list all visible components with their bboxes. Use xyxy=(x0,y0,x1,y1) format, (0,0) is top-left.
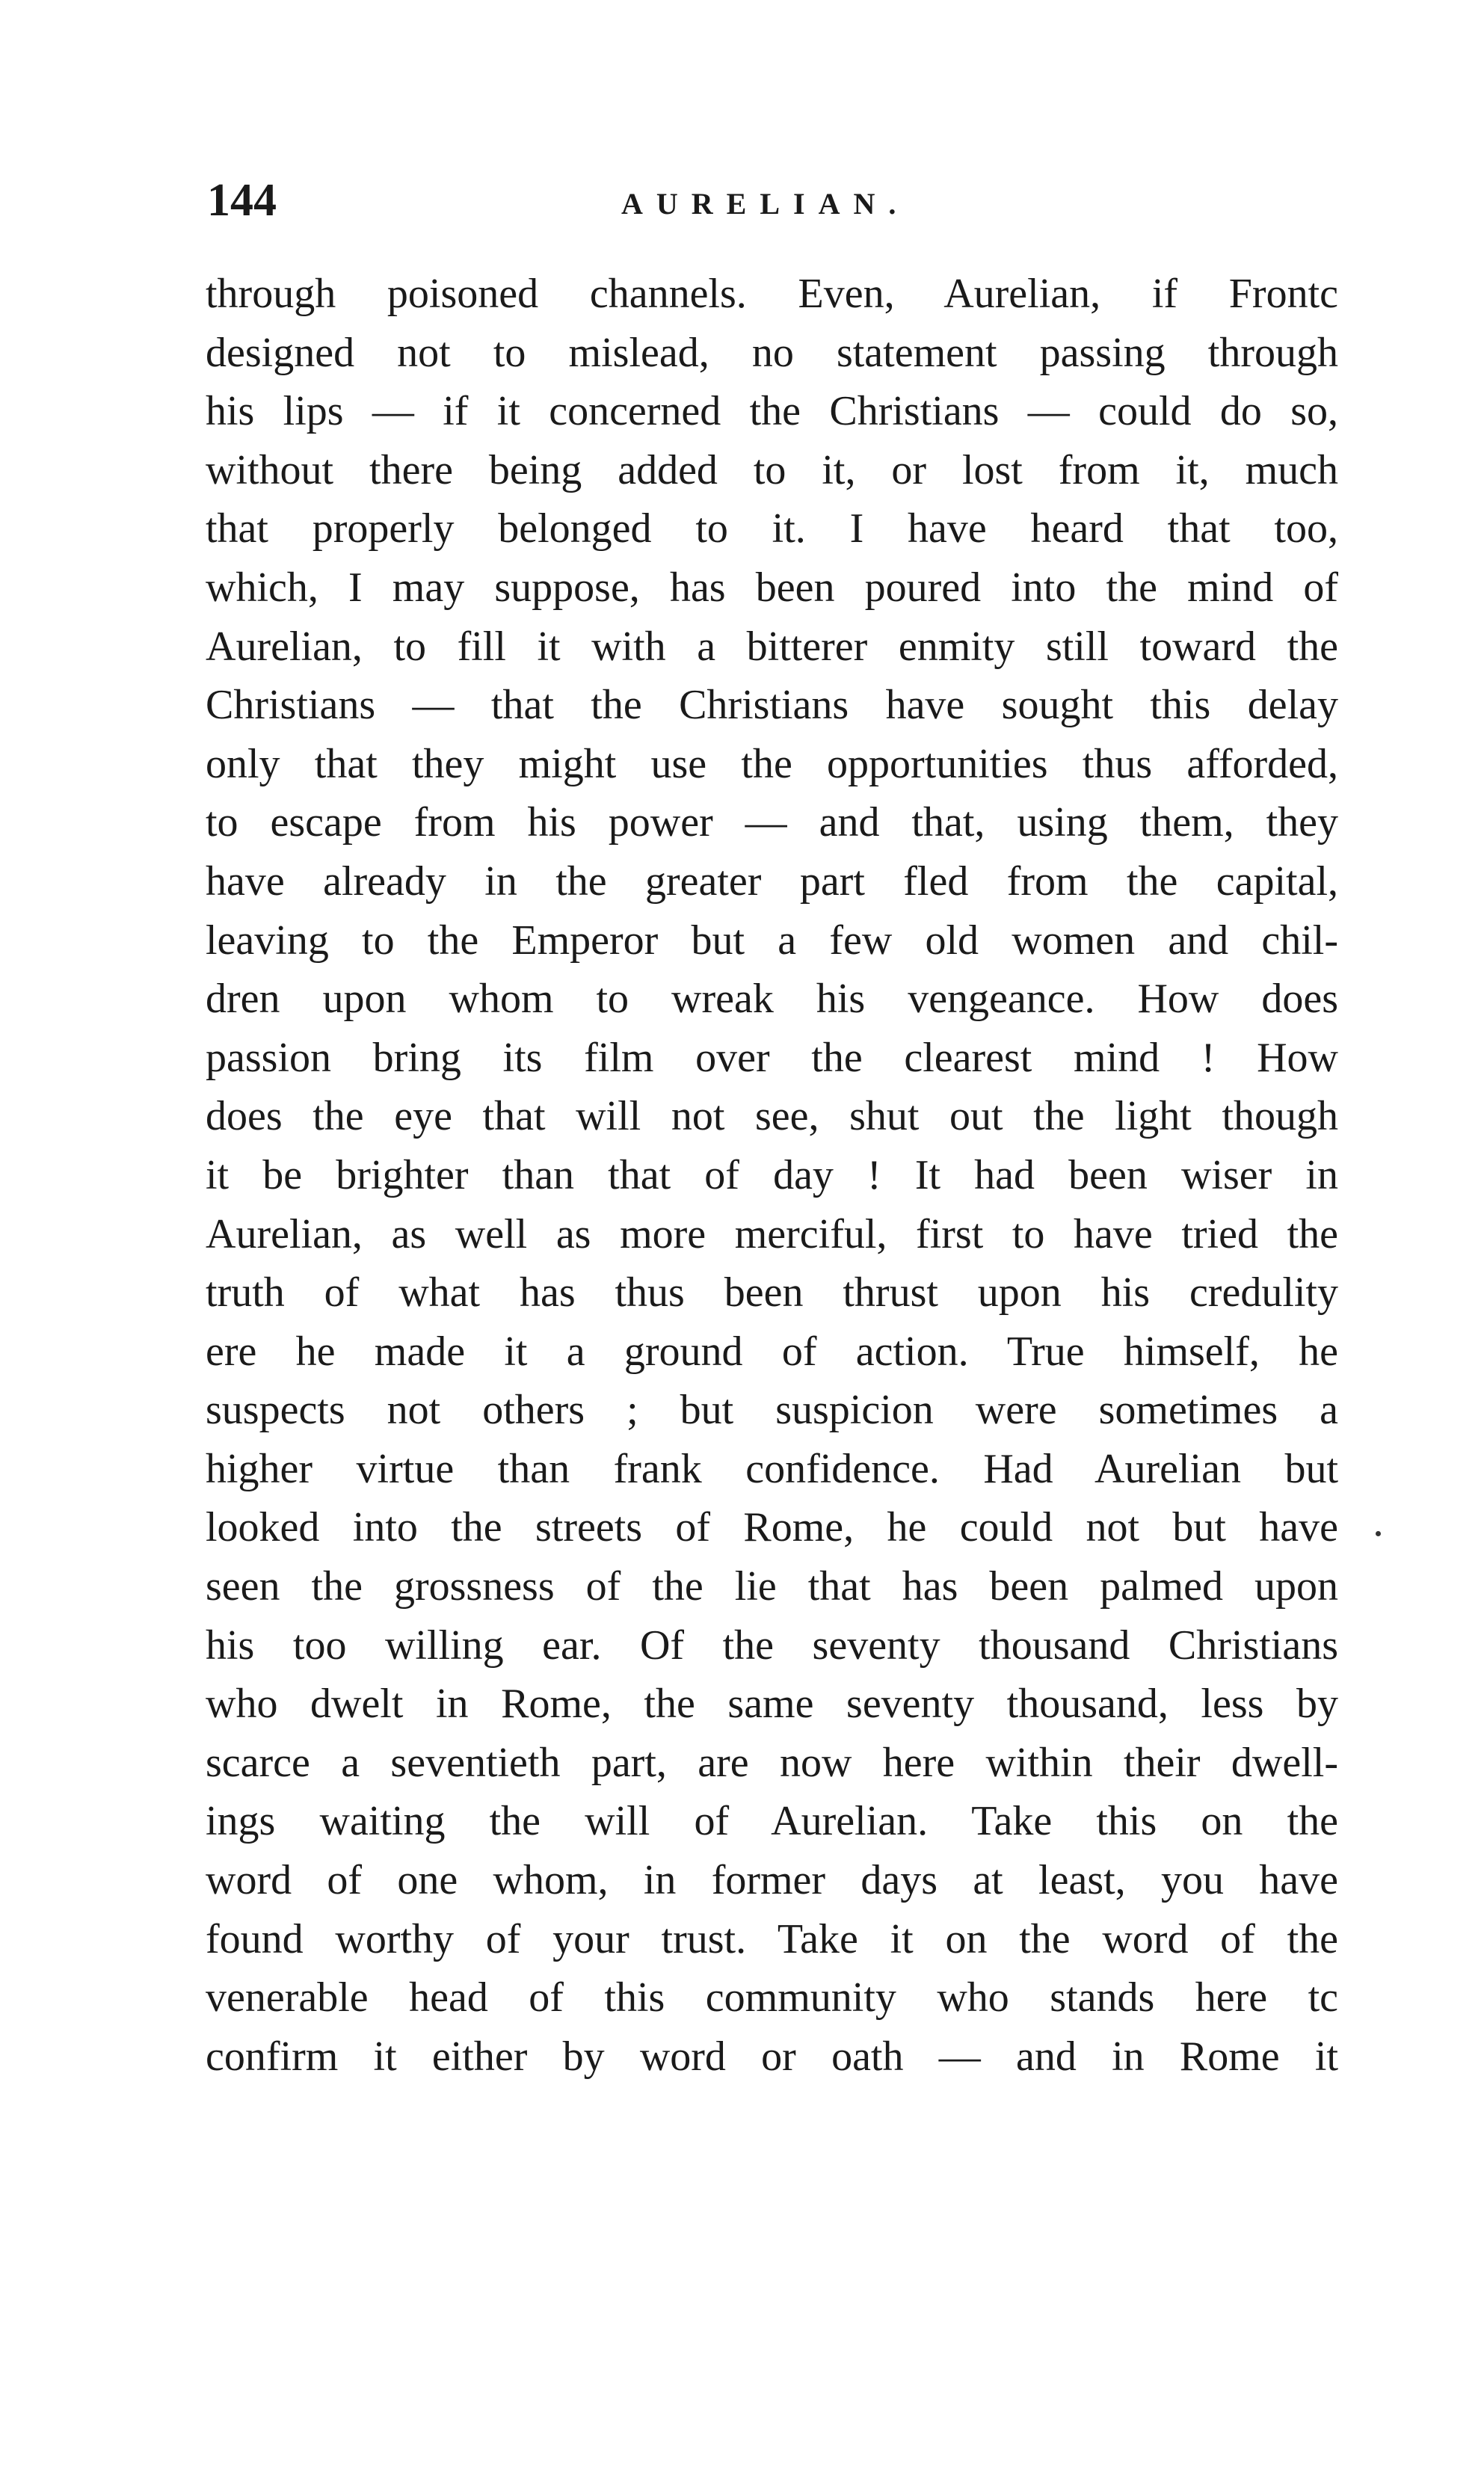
text-line: truth of what has thus been thrust upon his credulity xyxy=(206,1269,1338,1317)
text-line: word of one whom, in former days at least, you have xyxy=(206,1857,1338,1904)
text-line: ere he made it a ground of action. True himself, he xyxy=(206,1328,1338,1375)
text-line: which, I may suppose, has been poured into the mind of xyxy=(206,564,1338,611)
text-line: venerable head of this community who stands here tc xyxy=(206,1974,1338,2021)
text-line: found worthy of your trust. Take it on the word of the xyxy=(206,1915,1338,1962)
text-line: to escape from his power — and that, using them, they xyxy=(206,799,1338,846)
text-line: confirm it either by word or oath — and in Rome it xyxy=(206,2033,1338,2080)
text-line: have already in the greater part fled from the capital, xyxy=(206,857,1338,905)
text-line: does the eye that will not see, shut out the light though xyxy=(206,1093,1338,1140)
text-line: Aurelian, as well as more merciful, first to have tried the xyxy=(206,1210,1338,1257)
text-line: leaving to the Emperor but a few old women and chil- xyxy=(206,917,1338,964)
text-line: it be brighter than that of day ! It had been wiser in xyxy=(206,1151,1338,1198)
margin-speck xyxy=(1376,1531,1381,1536)
text-line: that properly belonged to it. I have heard that too, xyxy=(206,505,1338,552)
text-line: dren upon whom to wreak his vengeance. How does xyxy=(206,976,1338,1023)
text-line: looked into the streets of Rome, he could not but have xyxy=(206,1504,1338,1551)
text-line: higher virtue than frank confidence. Had Aurelian but xyxy=(206,1445,1338,1492)
text-line: his lips — if it concerned the Christians — could do so, xyxy=(206,388,1338,435)
text-line: passion bring its film over the clearest mind ! How xyxy=(206,1034,1338,1081)
text-line: scarce a seventieth part, are now here within their dwell- xyxy=(206,1739,1338,1786)
text-line: only that they might use the opportunities thus afforded, xyxy=(206,740,1338,787)
body-text xyxy=(206,265,1338,2086)
text-line: ings waiting the will of Aurelian. Take this on the xyxy=(206,1798,1338,1845)
text-line: Christians — that the Christians have sought this delay xyxy=(206,682,1338,729)
text-line: his too willing ear. Of the seventy thousand Christians xyxy=(206,1622,1338,1669)
text-line: without there being added to it, or lost from it, much xyxy=(206,446,1338,493)
text-line: suspects not others ; but suspicion were sometimes a xyxy=(206,1387,1338,1434)
text-line: who dwelt in Rome, the same seventy thousand, less by xyxy=(206,1681,1338,1728)
page-number: 144 xyxy=(207,175,277,226)
running-title: AURELIAN. xyxy=(621,187,910,221)
text-line: through poisoned channels. Even, Aurelian, if Frontc xyxy=(206,271,1338,317)
running-head xyxy=(207,170,1336,230)
text-line: Aurelian, to fill it with a bitterer enmity still toward the xyxy=(206,623,1338,670)
text-line: designed not to mislead, no statement passing through xyxy=(206,329,1338,376)
text-line: seen the grossness of the lie that has been palmed upon xyxy=(206,1563,1338,1610)
